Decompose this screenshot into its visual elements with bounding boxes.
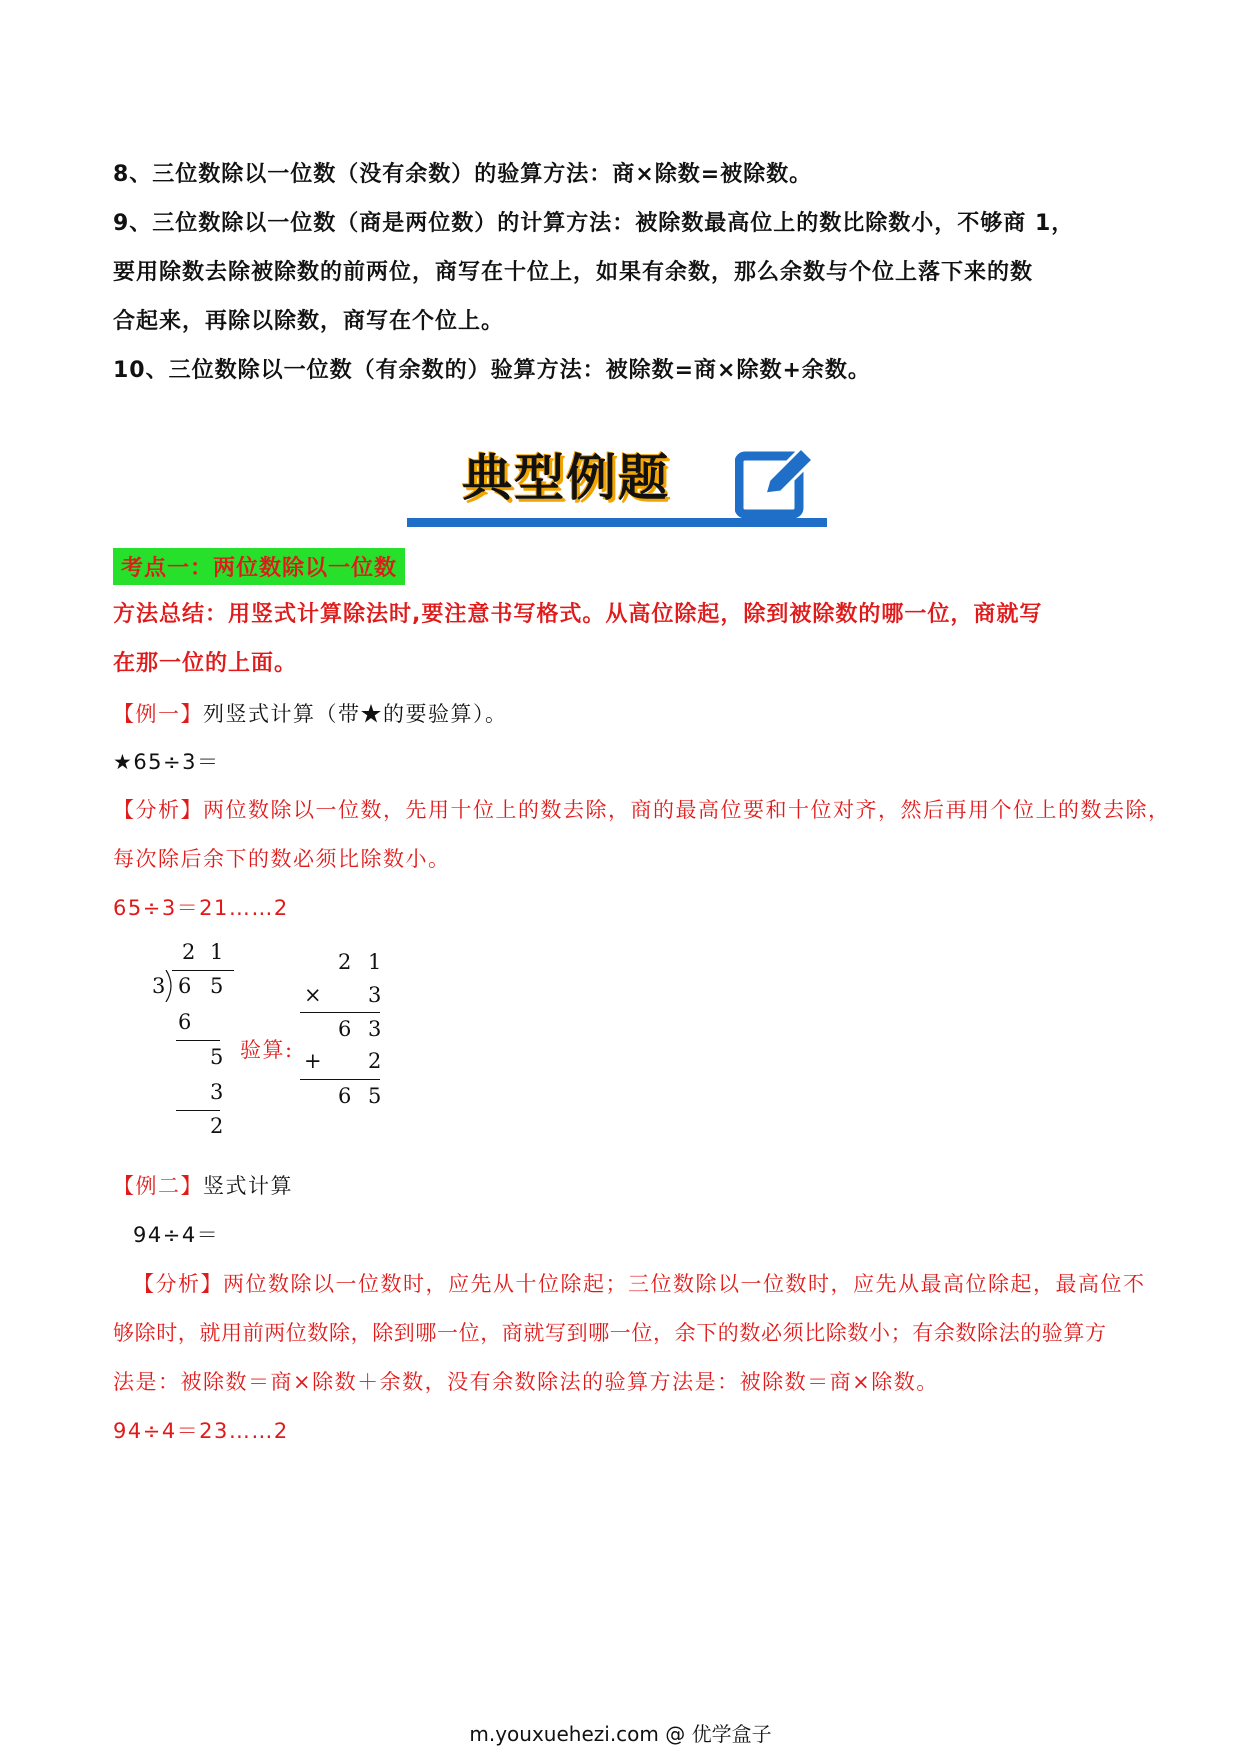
footer-watermark: m.youxuehezi.com @ 优学盒子 (469, 1722, 772, 1746)
example1-text: 列竖式计算（带★的要验算）。 (203, 702, 508, 726)
point-8: 8、三位数除以一位数（没有余数）的验算方法：商×除数=被除数。 (113, 162, 813, 187)
point-9-line1: 9、三位数除以一位数（商是两位数）的计算方法：被除数最高位上的数比除数小，不够商 1， (113, 211, 1075, 236)
dividend-ones: 5 (210, 974, 224, 998)
check-label: 验算: (240, 1038, 294, 1062)
point-10: 10、三位数除以一位数（有余数的）验算方法：被除数=商×除数+余数。 (113, 358, 871, 383)
final-remainder: 2 (210, 1114, 224, 1138)
edit-icon (735, 442, 817, 520)
banner-title: 典型例题 (462, 449, 670, 507)
check-row2: 3 (368, 983, 382, 1007)
step1-remainder: 5 (210, 1045, 224, 1069)
example2-problem: 94÷4＝ (133, 1223, 220, 1247)
example2-analysis-line2: 够除时，就用前两位数除，除到哪一位，商就写到哪一位，余下的数必须比除数小；有余数除法的验算方 (113, 1321, 1107, 1345)
dividend-tens: 6 (178, 974, 192, 998)
example2-label: 【例二】 (113, 1174, 203, 1198)
example2-analysis-line1 (133, 1268, 1146, 1298)
example2-analysis-line3: 法是：被除数＝商×除数＋余数，没有余数除法的验算方法是：被除数＝商×除数。 (113, 1370, 939, 1394)
example1-analysis-line1 (113, 794, 1171, 824)
plus-sign: + (304, 1049, 322, 1073)
method-summary-line2: 在那一位的上面。 (113, 651, 298, 676)
point-9-line3: 合起来，再除以除数，商写在个位上。 (113, 309, 505, 334)
example1-header (113, 698, 508, 728)
check-row3-ones: 3 (368, 1017, 382, 1041)
example2-analysis-label: 【分析】 (133, 1272, 223, 1296)
step2-rule (176, 1110, 220, 1111)
check-row3-tens: 6 (338, 1017, 352, 1041)
point-9-line2: 要用除数去除被除数的前两位，商写在十位上，如果有余数，那么余数与个位上落下来的数 (113, 260, 1034, 285)
check-rule1 (300, 1012, 380, 1013)
step2-product: 3 (210, 1080, 224, 1104)
example1-problem: ★65÷3＝ (113, 750, 220, 774)
quotient-tens: 2 (182, 940, 196, 964)
times-sign: × (304, 983, 322, 1007)
step1-product: 6 (178, 1010, 192, 1034)
section-banner (407, 438, 827, 530)
example2-header (113, 1170, 293, 1200)
example2-text: 竖式计算 (203, 1174, 293, 1198)
example2-answer: 94÷4＝23……2 (113, 1419, 289, 1443)
example1-label: 【例一】 (113, 702, 203, 726)
check-row1-tens: 2 (338, 950, 352, 974)
example1-analysis-label: 【分析】 (113, 798, 203, 822)
check-row1-ones: 1 (368, 950, 382, 974)
check-calculation (300, 950, 400, 1130)
divisor: 3 (152, 974, 166, 998)
step1-rule (176, 1040, 220, 1041)
check-row4: 2 (368, 1049, 382, 1073)
method-summary-line1: 方法总结：用竖式计算除法时,要注意书写格式。从高位除起，除到被除数的哪一位，商就写 (113, 602, 1043, 627)
division-bracket (164, 970, 176, 1002)
example1-analysis-line2: 每次除后余下的数必须比除数小。 (113, 847, 451, 871)
example1-answer: 65÷3＝21……2 (113, 896, 289, 920)
example2-analysis-text: 两位数除以一位数时，应先从十位除起；三位数除以一位数时，应先从最高位除起，最高位不 (223, 1272, 1146, 1296)
topic-tag: 考点一：两位数除以一位数 (113, 548, 405, 585)
division-bar (172, 970, 234, 971)
check-row5-ones: 5 (368, 1084, 382, 1108)
example1-analysis-text: 两位数除以一位数，先用十位上的数去除，商的最高位要和十位对齐，然后再用个位上的数去除， (203, 798, 1171, 822)
check-rule2 (300, 1079, 380, 1080)
quotient-ones: 1 (210, 940, 224, 964)
check-row5-tens: 6 (338, 1084, 352, 1108)
